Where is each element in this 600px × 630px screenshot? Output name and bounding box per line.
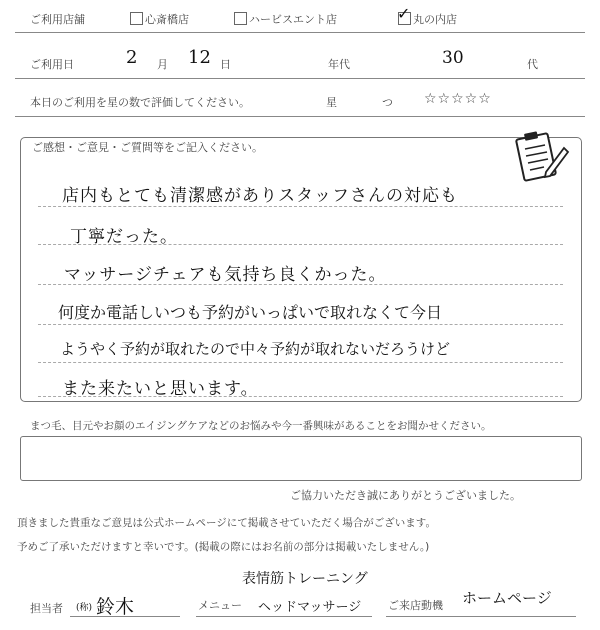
date-label: ご利用日: [30, 58, 74, 71]
notice-line-1: 頂きました貴重なご意見は公式ホームページにて掲載させていただく場合がございます。: [17, 517, 436, 529]
store-label: ご利用店舗: [30, 13, 85, 26]
divider: [15, 32, 585, 33]
star-label: 星: [326, 96, 337, 109]
menu-item: 表情筋トレーニング: [242, 571, 368, 587]
store-option-herbis-ent[interactable]: ハービスエント店: [234, 11, 337, 27]
staff-label: 担当者: [30, 602, 63, 615]
checkbox-marunouchi[interactable]: [397, 4, 411, 25]
feedback-prompt: ご感想・ご意見・ご質問等をご記入ください。: [32, 141, 263, 154]
age-label: 年代: [328, 58, 350, 71]
underline: [70, 616, 180, 617]
menu-item: ヘッドマッサージ: [258, 600, 362, 615]
underline: [196, 616, 372, 617]
day-value: 12: [188, 47, 211, 68]
interest-prompt: まつ毛、目元やお顔のエイジングケアなどのお悩みや今一番興味があることをお聞かせください。: [30, 420, 492, 432]
rating-prompt: 本日のご利用を星の数で評価してください。: [30, 96, 250, 109]
day-unit: 日: [220, 58, 231, 71]
store-option-marunouchi[interactable]: ✓ 丸の内店: [397, 4, 457, 26]
writing-line: [38, 206, 563, 207]
clipboard-pencil-icon: [510, 130, 572, 186]
star-rating[interactable]: ☆☆☆☆☆: [424, 91, 492, 107]
age-unit: 代: [527, 58, 538, 71]
writing-line: [38, 324, 563, 325]
feedback-line: 何度か電話しいつも予約がいっぱいで取れなくて今日: [58, 303, 443, 322]
month-unit: 月: [157, 58, 168, 71]
feedback-line: また来たいと思います。: [62, 379, 259, 399]
writing-line: [38, 362, 563, 363]
feedback-line: ようやく予約が取れたので中々予約が取れないだろうけど: [60, 340, 451, 358]
thanks-message: ご協力いただき誠にありがとうございました。: [290, 489, 521, 502]
feedback-line: 丁寧だった。: [70, 227, 178, 247]
interest-answer-box[interactable]: [20, 436, 582, 481]
feedback-line: マッサージチェアも気持ち良くかった。: [64, 265, 387, 285]
notice-line-2: 予めご了承いただけますと幸いです。(掲載の際にはお名前の部分は掲載いたしません。): [17, 541, 430, 553]
checkmark-icon: ✓: [397, 4, 411, 23]
divider: [15, 78, 585, 79]
divider: [15, 116, 585, 117]
month-value: 2: [126, 47, 138, 68]
staff-prefix: (称): [76, 603, 93, 613]
checkbox-shinsaibashi[interactable]: [130, 12, 143, 25]
underline: [386, 616, 576, 617]
checkbox-herbis-ent[interactable]: [234, 12, 247, 25]
feedback-line: 店内もとても清潔感がありスタッフさんの対応も: [62, 186, 458, 206]
staff-name: 鈴木: [96, 596, 135, 618]
star-unit: つ: [382, 96, 393, 109]
store-option-shinsaibashi[interactable]: 心斎橋店: [130, 11, 189, 27]
menu-label: メニュー: [198, 599, 242, 612]
visit-reason-label: ご来店動機: [388, 599, 443, 612]
age-value: 30: [442, 48, 464, 68]
visit-reason: ホームページ: [462, 589, 552, 607]
